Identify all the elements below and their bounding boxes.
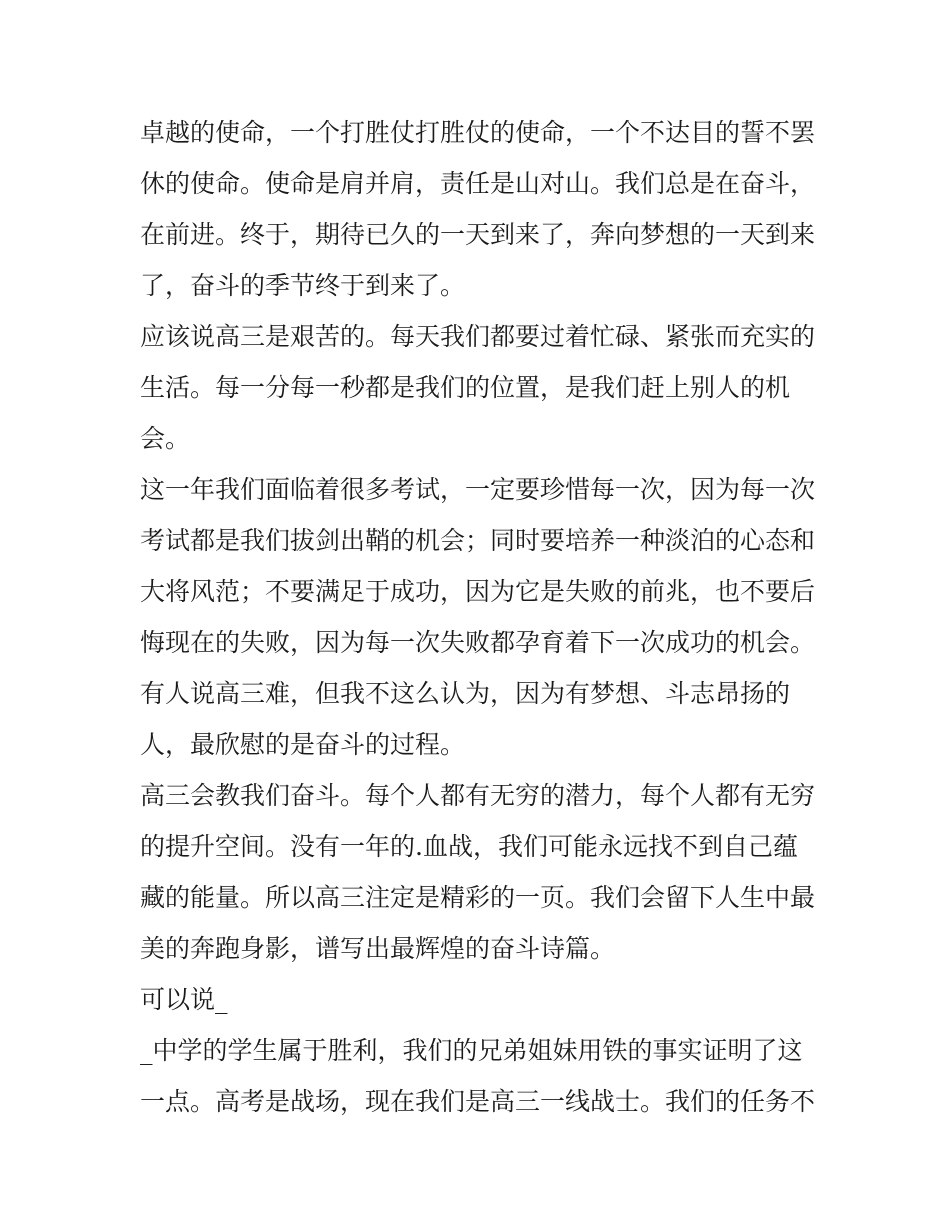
text-line: 会。: [140, 424, 191, 453]
text-line: 一点。高考是战场，现在我们是高三一线战士。我们的任务不: [140, 1087, 816, 1116]
text-line: 在前进。终于，期待已久的一天到来了，奔向梦想的一天到来: [140, 220, 816, 249]
text-line: 悔现在的失败，因为每一次失败都孕育着下一次成功的机会。: [140, 628, 816, 657]
text-line: 藏的能量。所以高三注定是精彩的一页。我们会留下人生中最: [140, 883, 816, 912]
text-line: 应该说高三是艰苦的。每天我们都要过着忙碌、紧张而充实的: [140, 322, 816, 351]
text-line: 大将风范；不要满足于成功，因为它是失败的前兆，也不要后: [140, 577, 816, 606]
text-line: 有人说高三难，但我不这么认为，因为有梦想、斗志昂扬的: [140, 679, 791, 708]
text-line: 美的奔跑身影，谱写出最辉煌的奋斗诗篇。: [140, 934, 616, 963]
text-line: 这一年我们面临着很多考试，一定要珍惜每一次，因为每一次: [140, 475, 816, 504]
text-line: 人，最欣慰的是奋斗的过程。: [140, 730, 466, 759]
text-line: _中学的学生属于胜利，我们的兄弟姐妹用铁的事实证明了这: [140, 1036, 803, 1065]
text-line: 的提升空间。没有一年的.血战，我们可能永远找不到自己蕴: [140, 832, 798, 861]
text-line: 了，奋斗的季节终于到来了。: [140, 271, 466, 300]
text-line: 可以说_: [140, 985, 228, 1014]
text-line: 休的使命。使命是肩并肩，责任是山对山。我们总是在奋斗，: [140, 169, 816, 198]
text-line: 生活。每一分每一秒都是我们的位置，是我们赶上别人的机: [140, 373, 791, 402]
text-line: 高三会教我们奋斗。每个人都有无穷的潜力，每个人都有无穷: [140, 781, 816, 810]
text-line: 考试都是我们拔剑出鞘的机会；同时要培养一种淡泊的心态和: [140, 526, 816, 555]
text-line: 卓越的使命，一个打胜仗打胜仗的使命，一个不达目的誓不罢: [140, 118, 816, 147]
